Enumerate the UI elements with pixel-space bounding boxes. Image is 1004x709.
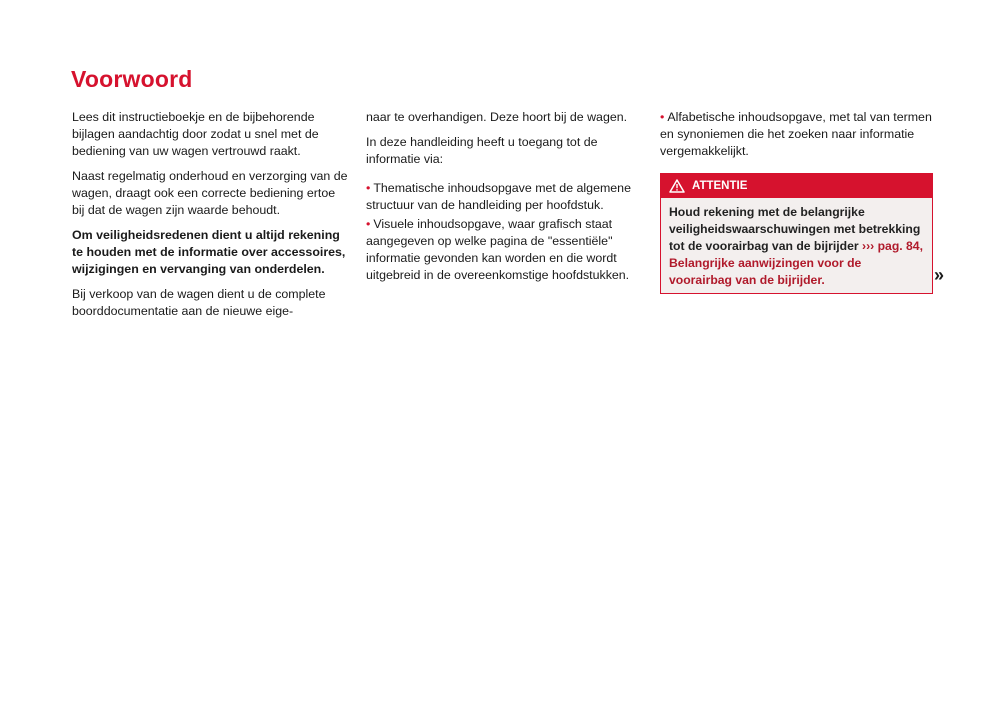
list-item-text: Thematische inhoudsopgave met de algemene structuur van de handleiding per hoofdstuk.	[366, 181, 631, 212]
warning-triangle-icon	[669, 179, 685, 193]
bullet-icon: •	[366, 181, 371, 195]
paragraph-safety: Om veiligheidsredenen dient u altijd rekening te houden met de informatie over accessoires, wijzigingen en vervanging van onderdelen.	[72, 228, 346, 276]
warning-text	[661, 198, 932, 293]
list-item-text: Alfabetische inhoudsopgave, met tal van termen en synoniemen die het zoeken naar informatie vergemakkelijkt.	[660, 110, 932, 158]
warning-title: ATTENTIE	[692, 180, 748, 192]
continue-marker-icon: »	[934, 265, 945, 285]
bullet-icon: •	[366, 217, 371, 231]
paragraph-maintenance: Naast regelmatig onderhoud en verzorging van de wagen, draagt ook een correcte bediening ertoe bij dat de wagen zijn waarde behoudt.	[72, 169, 348, 217]
list-item-text: Visuele inhoudsopgave, waar grafisch staat aangegeven op welke pagina de "essentiële" informatie gevonden kan worden en die wordt uitgebreid in de overeenkomstige hoofdstukken.	[366, 217, 630, 282]
text-column-2	[366, 109, 644, 286]
text-column-1	[72, 109, 350, 328]
page-title: Voorwoord	[71, 66, 193, 92]
reference-arrow-icon: ›››	[862, 239, 875, 253]
warning-box	[660, 173, 933, 294]
warning-header	[661, 174, 932, 198]
page-reference-link[interactable]: pag. 84, Belangrijke aanwijzingen voor de voorairbag van de bijrijder.	[669, 239, 923, 287]
paragraph-access: In deze handleiding heeft u toegang tot de informatie via:	[366, 135, 598, 166]
bullet-icon: •	[660, 110, 665, 124]
warning-message: Houd rekening met de belangrijke veiligheidswaarschuwingen met betrekking tot de voorairbag van de bijrijder	[669, 205, 921, 253]
paragraph-intro: Lees dit instructieboekje en de bijbehorende bijlagen aandachtig door zodat u snel met de bediening van uw wagen vertrouwd raakt.	[72, 110, 319, 158]
list-item	[660, 109, 932, 160]
paragraph-sale: Bij verkoop van de wagen dient u de complete boorddocumentatie aan de nieuwe eige-	[72, 287, 326, 318]
list-item	[366, 180, 644, 214]
text-column-3	[660, 109, 932, 294]
paragraph-sale-continued: naar te overhandigen. Deze hoort bij de wagen.	[366, 110, 628, 124]
list-item	[366, 216, 644, 284]
